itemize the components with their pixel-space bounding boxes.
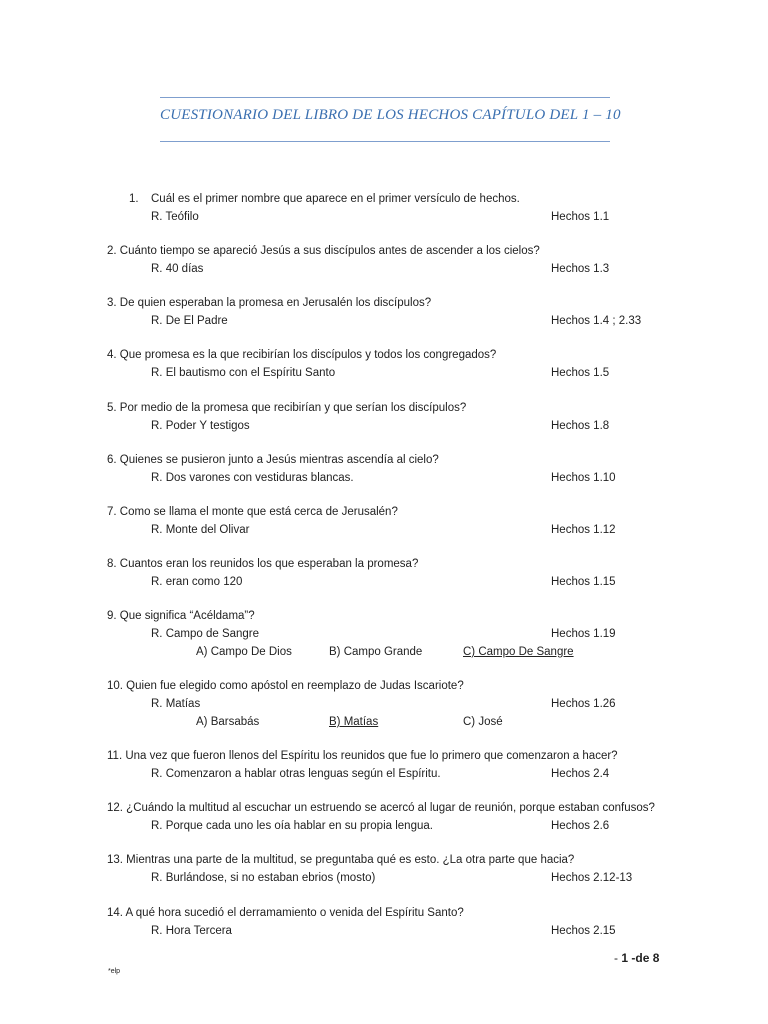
answer-text: R. Poder Y testigos bbox=[151, 420, 250, 432]
question-text: 7. Como se llama el monte que está cerca de Jerusalén? bbox=[107, 506, 398, 518]
answer-text: R. Hora Tercera bbox=[151, 925, 232, 937]
option-c-correct: C) Campo De Sangre bbox=[463, 646, 574, 658]
question-item bbox=[0, 349, 768, 397]
footer-mark: *elp bbox=[108, 968, 121, 975]
answer-text: R. 40 días bbox=[151, 263, 204, 275]
question-text: 12. ¿Cuándo la multitud al escuchar un estruendo se acercó al lugar de reunión, porque estaban confusos? bbox=[107, 802, 655, 814]
bible-reference: Hechos 2.12-13 bbox=[551, 872, 633, 884]
question-text: 6. Quienes se pusieron junto a Jesús mientras ascendía al cielo? bbox=[107, 454, 439, 466]
bible-reference: Hechos 1.5 bbox=[551, 367, 610, 379]
bible-reference: Hechos 2.4 bbox=[551, 768, 610, 780]
bible-reference: Hechos 1.12 bbox=[551, 524, 616, 536]
question-text: 10. Quien fue elegido como apóstol en reemplazo de Judas Iscariote? bbox=[107, 680, 464, 692]
answer-text: R. eran como 120 bbox=[151, 576, 243, 588]
question-text: 9. Que significa “Acéldama”? bbox=[107, 610, 255, 622]
question-item bbox=[0, 454, 768, 502]
question-text: 3. De quien esperaban la promesa en Jerusalén los discípulos? bbox=[107, 297, 432, 309]
question-text: 4. Que promesa es la que recibirían los discípulos y todos los congregados? bbox=[107, 349, 497, 361]
answer-options bbox=[0, 716, 768, 732]
question-text: 2. Cuánto tiempo se apareció Jesús a sus discípulos antes de ascender a los cielos? bbox=[107, 245, 540, 257]
question-item bbox=[0, 245, 768, 293]
page-number: - 1 -de 8 bbox=[614, 951, 660, 965]
answer-text: R. Porque cada uno les oía hablar en su propia lengua. bbox=[151, 820, 433, 832]
bible-reference: Hechos 1.10 bbox=[551, 472, 616, 484]
option-b: B) Campo Grande bbox=[329, 646, 423, 658]
bible-reference: Hechos 1.8 bbox=[551, 420, 610, 432]
answer-text: R. Monte del Olivar bbox=[151, 524, 250, 536]
option-b-correct: B) Matías bbox=[329, 716, 379, 728]
bible-reference: Hechos 2.6 bbox=[551, 820, 610, 832]
question-item bbox=[0, 193, 768, 241]
question-text: 11. Una vez que fueron llenos del Espíritu los reunidos que fue lo primero que comenzaron a hacer? bbox=[107, 750, 618, 762]
bible-reference: Hechos 1.26 bbox=[551, 698, 616, 710]
bible-reference: Hechos 1.19 bbox=[551, 628, 616, 640]
answer-text: R. Burlándose, si no estaban ebrios (mosto) bbox=[151, 872, 376, 884]
answer-text: R. El bautismo con el Espíritu Santo bbox=[151, 367, 336, 379]
option-c: C) José bbox=[463, 716, 503, 728]
page-title: CUESTIONARIO DEL LIBRO DE LOS HECHOS CAPÍTULO DEL 1 – 10 bbox=[160, 107, 621, 123]
title-bottom-rule bbox=[160, 141, 610, 142]
bible-reference: Hechos 2.15 bbox=[551, 925, 616, 937]
question-item bbox=[0, 680, 768, 740]
question-number: 1. bbox=[129, 193, 139, 205]
question-item bbox=[0, 402, 768, 450]
question-text: 13. Mientras una parte de la multitud, se preguntaba qué es esto. ¿La otra parte que hacia? bbox=[107, 854, 575, 866]
question-item bbox=[0, 558, 768, 606]
answer-options bbox=[0, 646, 768, 662]
bible-reference: Hechos 1.3 bbox=[551, 263, 610, 275]
question-text: 8. Cuantos eran los reunidos los que esperaban la promesa? bbox=[107, 558, 419, 570]
question-item bbox=[0, 750, 768, 798]
answer-text: R. Teófilo bbox=[151, 211, 199, 223]
question-item bbox=[0, 907, 768, 955]
bible-reference: Hechos 1.4 ; 2.33 bbox=[551, 315, 642, 327]
total-pages: 8 bbox=[652, 951, 660, 965]
current-page: 1 bbox=[621, 951, 629, 965]
answer-text: R. De El Padre bbox=[151, 315, 228, 327]
question-text: 5. Por medio de la promesa que recibirían y que serían los discípulos? bbox=[107, 402, 467, 414]
bible-reference: Hechos 1.1 bbox=[551, 211, 610, 223]
answer-text: R. Campo de Sangre bbox=[151, 628, 260, 640]
answer-text: R. Matías bbox=[151, 698, 201, 710]
question-text: 14. A qué hora sucedió el derramamiento o venida del Espíritu Santo? bbox=[107, 907, 464, 919]
question-item bbox=[0, 506, 768, 554]
answer-text: R. Comenzaron a hablar otras lenguas según el Espíritu. bbox=[151, 768, 441, 780]
answer-text: R. Dos varones con vestiduras blancas. bbox=[151, 472, 354, 484]
question-item bbox=[0, 802, 768, 850]
bible-reference: Hechos 1.15 bbox=[551, 576, 616, 588]
question-item bbox=[0, 297, 768, 345]
question-item bbox=[0, 854, 768, 902]
question-item bbox=[0, 610, 768, 670]
option-a: A) Campo De Dios bbox=[196, 646, 292, 658]
title-top-rule bbox=[160, 97, 610, 98]
question-text: Cuál es el primer nombre que aparece en el primer versículo de hechos. bbox=[151, 193, 520, 205]
option-a: A) Barsabás bbox=[196, 716, 260, 728]
